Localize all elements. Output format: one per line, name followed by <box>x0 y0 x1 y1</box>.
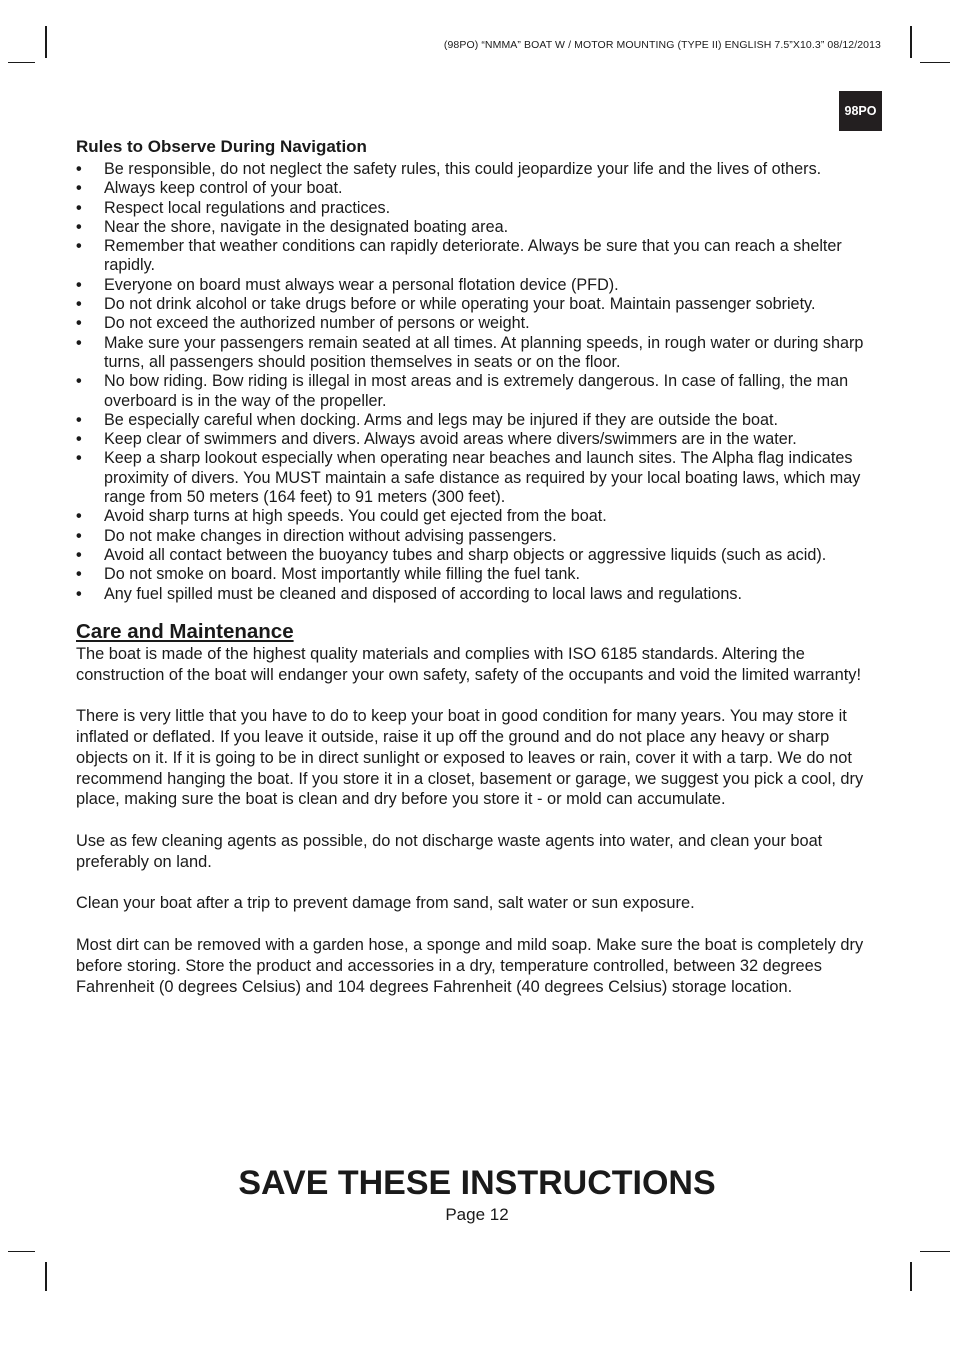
rule-text: Avoid sharp turns at high speeds. You could get ejected from the boat. <box>104 507 607 526</box>
rule-text: Near the shore, navigate in the designated boating area. <box>104 217 509 236</box>
rule-text: Be especially careful when docking. Arms and legs may be injured if they are outside the boat. <box>104 410 778 429</box>
rule-item <box>76 237 882 276</box>
care-paragraph: There is very little that you have to do to keep your boat in good condition for many years. You may store it inflated or deflated. If you leave it outside, raise it up off the ground and do not place any heavy or sharp objects on it. If it is going to be in direct sunlight or exposed to leaves or rain, cover it with a tarp. We do not recommend hanging the boat. If you store it in a closet, basement or garage, we suggest you pick a cool, dry place, making sure the boat is clean and dry before you store it - or mold can accumulate. <box>76 707 864 809</box>
rule-item <box>76 449 882 507</box>
bullet-icon: • <box>76 507 82 526</box>
rule-item <box>76 218 882 237</box>
rule-item <box>76 314 882 333</box>
rule-item <box>76 507 882 526</box>
rules-list <box>76 160 882 604</box>
rule-text: Keep a sharp lookout especially when operating near beaches and launch sites. The Alpha flag indicates proximity of divers. You MUST maintain a safe distance as required by your local boating laws, which may range from 50 meters (164 feet) to 91 meters (300 feet). <box>104 449 861 507</box>
bullet-icon: • <box>76 217 82 236</box>
rule-text: Be responsible, do not neglect the safety rules, this could jeopardize your life and the lives of others. <box>104 160 822 178</box>
bullet-icon: • <box>76 333 82 352</box>
section-tab: 98PO <box>839 91 882 131</box>
crop-mark <box>910 1262 912 1291</box>
bullet-icon: • <box>76 198 82 217</box>
footer-title: SAVE THESE INSTRUCTIONS <box>238 1164 716 1202</box>
care-paragraph: Clean your boat after a trip to prevent damage from sand, salt water or sun exposure. <box>76 894 695 913</box>
rule-item <box>76 276 882 295</box>
bullet-icon: • <box>76 565 82 584</box>
rule-item <box>76 585 882 604</box>
bullet-icon: • <box>76 449 82 468</box>
rule-item <box>76 334 882 373</box>
crop-mark <box>8 1251 35 1252</box>
page-number: Page 12 <box>445 1205 509 1224</box>
rule-item <box>76 199 882 218</box>
print-info: (98PO) “NMMA” BOAT W / MOTOR MOUNTING (TYPE II) ENGLISH 7.5”X10.3” 08/12/2013 <box>443 39 881 51</box>
bullet-icon: • <box>76 372 82 391</box>
rule-item <box>76 179 882 198</box>
care-paragraphs <box>76 644 882 998</box>
care-heading: Care and Maintenance <box>76 619 294 643</box>
rule-text: Everyone on board must always wear a personal flotation device (PFD). <box>104 275 619 294</box>
rule-text: Always keep control of your boat. <box>104 179 343 198</box>
bullet-icon: • <box>76 545 82 564</box>
rule-item <box>76 372 882 411</box>
care-paragraph: The boat is made of the highest quality materials and complies with ISO 6185 standards. Altering the construction of the boat will endanger your own safety, safety of the occupants and void the limited warranty! <box>76 644 862 684</box>
rule-text: Make sure your passengers remain seated at all times. At planning speeds, in rough water or during sharp turns, all passengers should position themselves in seats or on the floor. <box>104 333 864 371</box>
rule-text: Respect local regulations and practices. <box>104 198 391 217</box>
crop-mark <box>910 26 912 58</box>
bullet-icon: • <box>76 160 82 178</box>
rule-text: Do not smoke on board. Most importantly while filling the fuel tank. <box>104 565 580 584</box>
care-paragraph: Use as few cleaning agents as possible, do not discharge waste agents into water, and clean your boat preferably on land. <box>76 832 823 871</box>
rule-text: Do not drink alcohol or take drugs before or while operating your boat. Maintain passenger sobriety. <box>104 295 816 314</box>
bullet-icon: • <box>76 179 82 198</box>
bullet-icon: • <box>76 275 82 294</box>
bullet-icon: • <box>76 237 82 256</box>
rule-text: Any fuel spilled must be cleaned and disposed of according to local laws and regulations. <box>104 584 742 603</box>
rule-text: Do not make changes in direction without advising passengers. <box>104 526 557 545</box>
rule-item <box>76 565 882 584</box>
rule-text: No bow riding. Bow riding is illegal in most areas and is extremely dangerous. In case of falling, the man overboard is in the way of the propeller. <box>104 372 849 410</box>
bullet-icon: • <box>76 295 82 314</box>
crop-mark <box>920 1251 950 1252</box>
care-section <box>76 620 882 998</box>
care-paragraph: Most dirt can be removed with a garden hose, a sponge and mild soap. Make sure the boat is completely dry before storing. Store the product and accessories in a dry, temperature controlled, between 32 degrees Fahrenheit (0 degrees Celsius) and 104 degrees Fahrenheit (40 degrees Celsius) storage location. <box>76 935 864 996</box>
bullet-icon: • <box>76 410 82 429</box>
bullet-icon: • <box>76 430 82 449</box>
bullet-icon: • <box>76 314 82 333</box>
crop-mark <box>8 62 35 63</box>
rule-item <box>76 546 882 565</box>
rule-item <box>76 430 882 449</box>
rule-item <box>76 295 882 314</box>
rule-item <box>76 527 882 546</box>
rule-item <box>76 160 882 179</box>
page-content <box>76 135 882 1018</box>
crop-mark <box>920 62 950 63</box>
rules-heading: Rules to Observe During Navigation <box>76 137 367 156</box>
crop-mark <box>45 26 47 58</box>
crop-mark <box>45 1262 47 1291</box>
rule-text: Keep clear of swimmers and divers. Always avoid areas where divers/swimmers are in the water. <box>104 430 797 449</box>
rule-text: Do not exceed the authorized number of persons or weight. <box>104 314 530 333</box>
rule-text: Remember that weather conditions can rapidly deteriorate. Always be sure that you can reach a shelter rapidly. <box>104 237 842 275</box>
bullet-icon: • <box>76 584 82 603</box>
rule-item <box>76 411 882 430</box>
rule-text: Avoid all contact between the buoyancy tubes and sharp objects or aggressive liquids (such as acid). <box>104 545 827 564</box>
bullet-icon: • <box>76 526 82 545</box>
